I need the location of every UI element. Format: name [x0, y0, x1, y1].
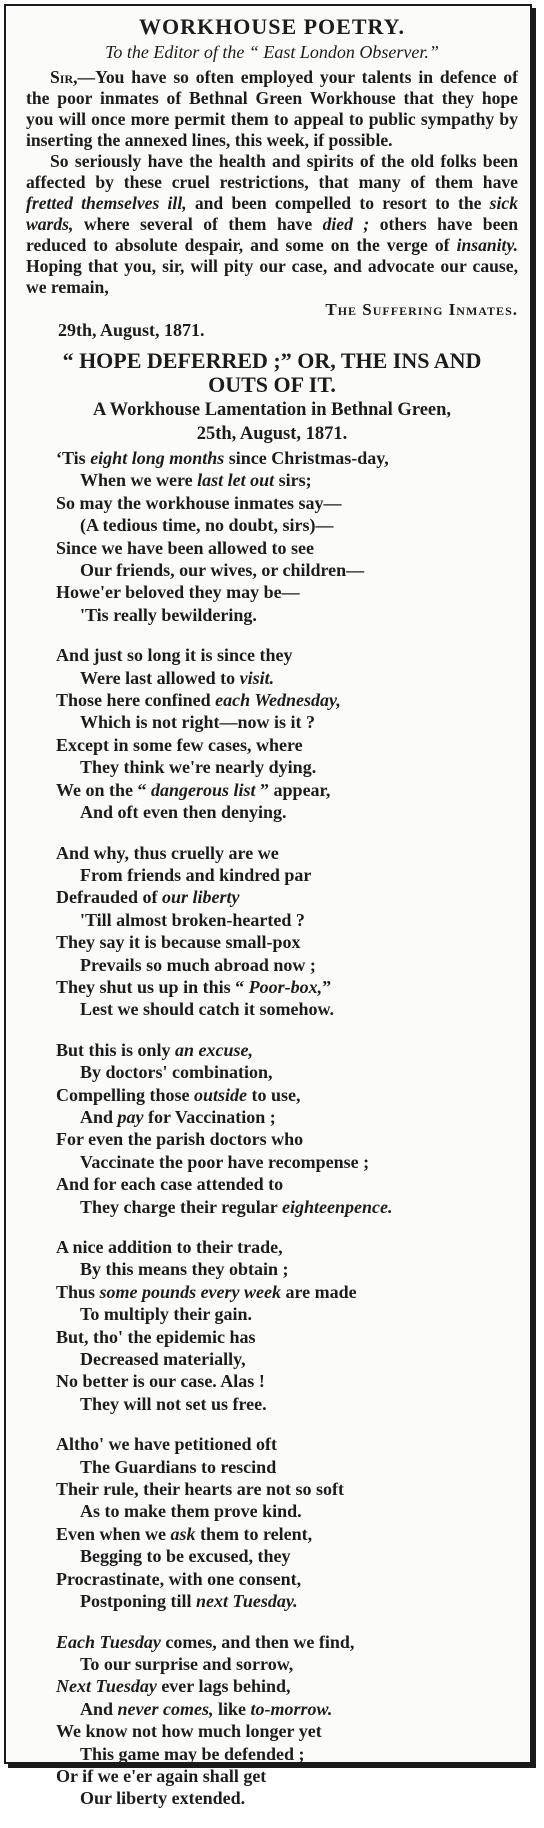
poem-line: Those here confined each Wednesday, — [56, 690, 341, 711]
poem-line: But, tho' the epidemic has — [56, 1326, 256, 1347]
letter-date: 29th, August, 1871. — [58, 320, 205, 340]
poem-line: Lest we should catch it somehow. — [80, 999, 335, 1020]
poem-line: Vaccinate the poor have recompense ; — [80, 1151, 370, 1172]
poem-line: Their rule, their hearts are not so soft — [56, 1479, 344, 1500]
poem-line: ‘Tis eight long months since Christmas-day, — [56, 448, 389, 468]
poem-line: And for each case attended to — [56, 1174, 284, 1195]
poem-line: Begging to be excused, they — [80, 1546, 291, 1567]
poem-line: Or if we e'er again shall get — [56, 1765, 267, 1786]
poem-line: And never comes, like to-morrow. — [80, 1698, 333, 1719]
poem-line: Howe'er beloved they may be— — [56, 582, 300, 603]
poem-line: Postponing till next Tuesday. — [80, 1591, 298, 1612]
poem-line: A nice addition to their trade, — [56, 1237, 283, 1257]
p2-italic-4: insanity. — [456, 235, 518, 255]
p2-italic-3: died ; — [322, 214, 370, 234]
poem-line: They charge their regular eighteenpence. — [80, 1196, 393, 1217]
salutation: Sir, — [50, 67, 78, 87]
poem-line: They say it is because small-pox — [56, 932, 301, 953]
poem-line: We on the “ dangerous list ” appear, — [56, 779, 331, 800]
poem-line: (A tedious time, no doubt, sirs)— — [80, 515, 334, 536]
poem-line: 'Till almost broken-hearted ? — [80, 909, 305, 930]
p2-text-3: where several of them have — [73, 214, 323, 234]
poem-line: We know not how much longer yet — [56, 1721, 322, 1742]
letter-paragraph-1 — [26, 67, 518, 151]
poem-line: Even when we ask them to relent, — [56, 1523, 313, 1544]
article-column — [26, 14, 518, 1828]
poem-title: “ HOPE DEFERRED ;” OR, THE INS AND OUTS OF IT. — [62, 348, 482, 397]
poem-line: And why, thus cruelly are we — [56, 842, 279, 863]
poem-line: And pay for Vaccination ; — [80, 1106, 276, 1127]
poem-line: Defrauded of our liberty — [56, 887, 240, 908]
poem-date: 25th, August, 1871. — [196, 424, 348, 444]
stanza-1 — [26, 447, 518, 626]
poem-line: And just so long it is since they — [56, 645, 293, 666]
poem-line: Except in some few cases, where — [56, 734, 303, 755]
poem-line: Since we have been allowed to see — [56, 537, 314, 558]
poem-line: When we were last let out sirs; — [80, 470, 312, 491]
poem-line: No better is our case. Alas ! — [56, 1371, 265, 1392]
poem-line: By this means they obtain ; — [80, 1259, 289, 1280]
poem-line: But this is only an excuse, — [56, 1039, 254, 1060]
poem-line: By doctors' combination, — [80, 1062, 273, 1083]
p2-text-5: Hoping that you, sir, will pity our case, and advocate our cause, we remain, — [26, 256, 518, 297]
poem-line: Decreased materially, — [80, 1349, 246, 1370]
p2-text-1: So seriously have the health and spirits of the old folks been affected by these cruel restrictions, that many of them have — [26, 151, 518, 192]
poem-line: Each Tuesday comes, and then we find, — [56, 1631, 355, 1652]
poem-line: The Guardians to rescind — [80, 1456, 277, 1477]
editor-address: To the Editor of the “ East London Observer.” — [105, 42, 439, 62]
stanza-4 — [26, 1039, 518, 1218]
stanza-2 — [26, 644, 518, 823]
poem-line: They will not set us free. — [80, 1393, 267, 1414]
poem-line: Next Tuesday ever lags behind, — [56, 1676, 291, 1697]
poem-line: 'Tis really bewildering. — [80, 604, 257, 625]
stanza-3 — [26, 842, 518, 1021]
poem-line: Compelling those outside to use, — [56, 1084, 301, 1105]
p2-text-2: and been compelled to resort to the — [186, 193, 490, 213]
poem-line: Prevails so much abroad now ; — [80, 954, 316, 975]
article-title: WORKHOUSE POETRY. — [138, 14, 405, 39]
poem-line: Were last allowed to visit. — [80, 667, 275, 688]
stanza-6 — [26, 1433, 518, 1612]
signature: The Suffering Inmates. — [325, 300, 518, 319]
clipping-frame — [4, 4, 532, 1809]
stanza-7 — [26, 1631, 518, 1810]
poem-line: Procrastinate, with one consent, — [56, 1568, 302, 1589]
poem-line: Which is not right—now is it ? — [80, 712, 316, 733]
poem-line: They shut us up in this “ Poor-box,” — [56, 976, 332, 997]
p2-italic-1: fretted themselves ill, — [26, 193, 187, 213]
poem-line: Altho' we have petitioned oft — [56, 1434, 277, 1455]
poem-line: For even the parish doctors who — [56, 1129, 304, 1150]
poem-line: As to make them prove kind. — [80, 1501, 302, 1522]
poem-line: To multiply their gain. — [80, 1304, 253, 1325]
poem-line: So may the workhouse inmates say— — [56, 492, 342, 513]
stanza-5 — [26, 1236, 518, 1415]
poem-line: This game may be defended ; — [80, 1743, 305, 1764]
poem-line: They think we're nearly dying. — [80, 757, 317, 778]
poem-line: Our friends, our wives, or children— — [80, 560, 365, 581]
letter-paragraph-2 — [26, 151, 518, 298]
poem-line: To our surprise and sorrow, — [80, 1653, 294, 1674]
p2-italic-2: sick wards, — [26, 193, 518, 234]
poem-line: And oft even then denying. — [80, 802, 287, 823]
paragraph-1-text: —You have so often employed your talents in defence of the poor inmates of Bethnal Green Workhouse that they hope you will once more permit them to appeal to public sympathy by inserting the annexed lines, this week, if possible. — [26, 67, 518, 150]
p2-text-4: others have been reduced to absolute despair, and some on the verge of — [26, 214, 518, 255]
poem-line: Thus some pounds every week are made — [56, 1281, 357, 1302]
poem-subtitle: A Workhouse Lamentation in Bethnal Green, — [92, 400, 452, 420]
poem-line: Our liberty extended. — [80, 1788, 246, 1809]
poem-line: From friends and kindred par — [80, 864, 312, 885]
